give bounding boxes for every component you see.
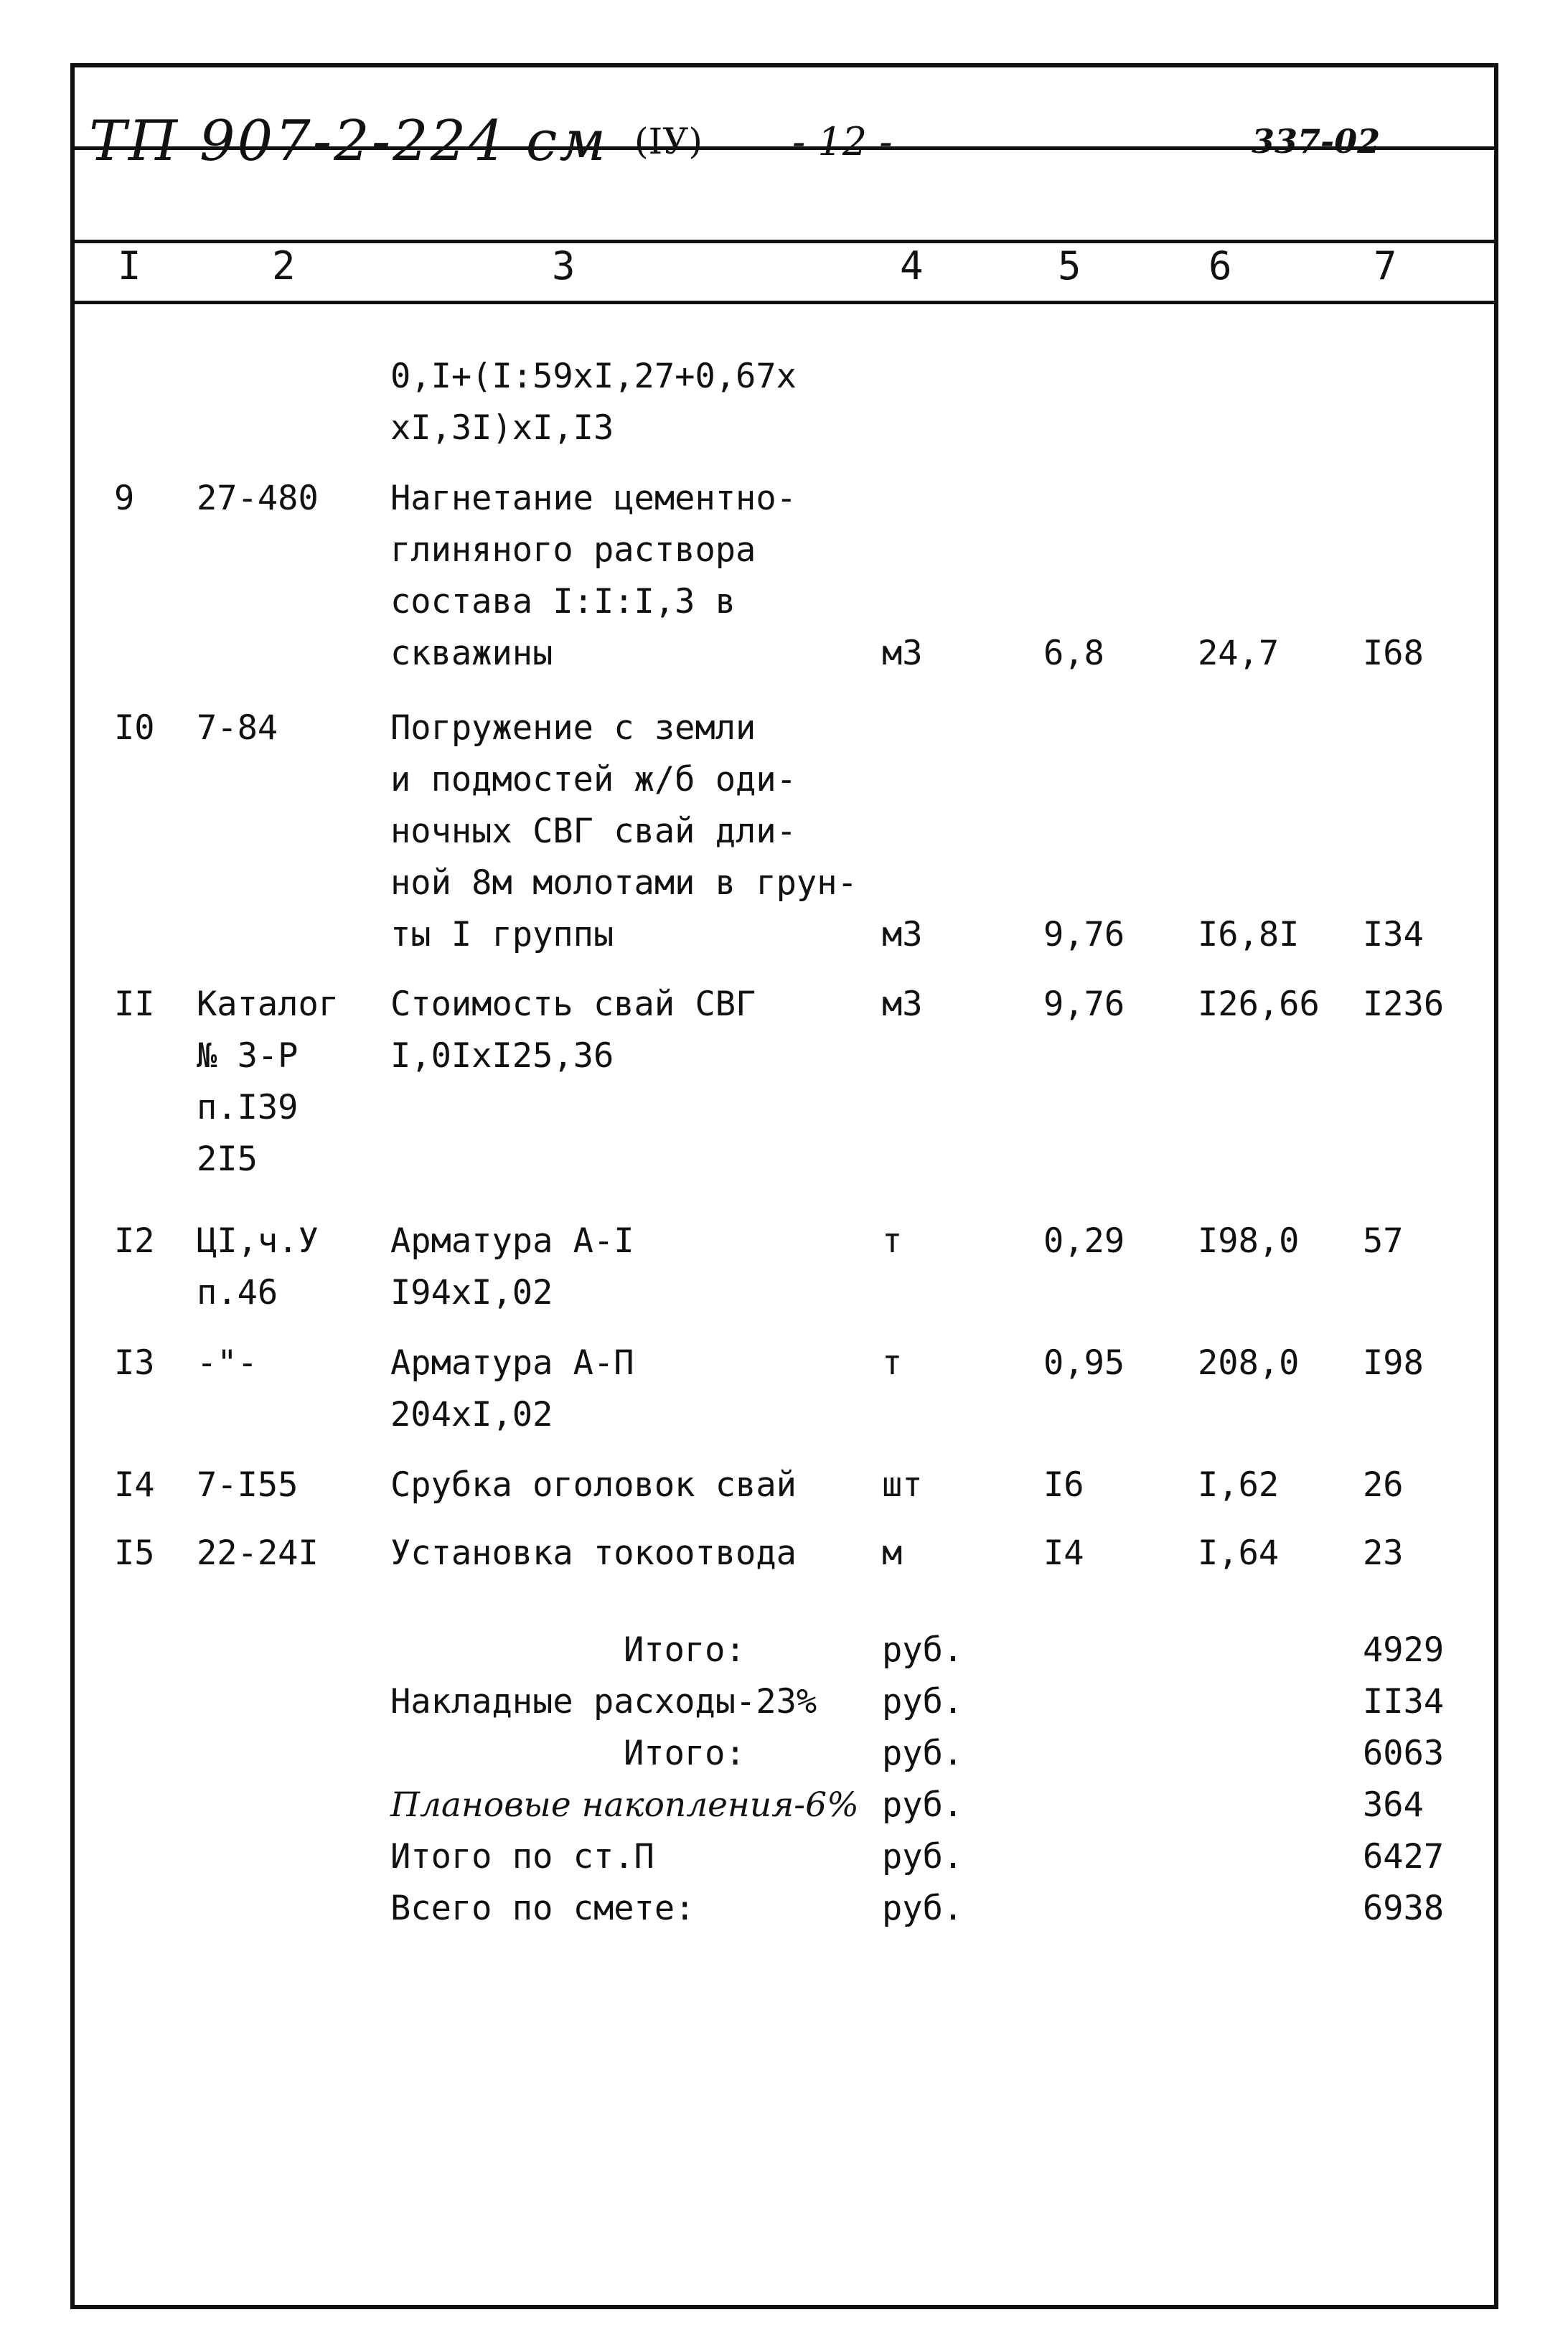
- row-total: I236: [1363, 985, 1445, 1024]
- row-unit: м: [882, 1533, 903, 1573]
- row-name: Арматура А-I I94xI,02: [390, 1221, 634, 1312]
- summary-label: Итого:: [624, 1734, 746, 1773]
- row-name: Погружение с земли и подмостей ж/б оди- ночных СВГ свай дли- ной 8м молотами в грун- ты I группы: [390, 708, 858, 954]
- row-price: I98,0: [1198, 1221, 1300, 1261]
- divider: [75, 301, 1494, 304]
- summary-label: Накладные расходы-23%: [390, 1682, 817, 1721]
- summary-label: Всего по смете:: [390, 1889, 695, 1928]
- row-total: I34: [1363, 915, 1424, 954]
- column-number-5: 5: [1058, 243, 1081, 288]
- row-number: II: [114, 985, 155, 1024]
- row-price: I26,66: [1198, 985, 1320, 1024]
- row-code: Каталог № 3-Р п.I39 2I5: [197, 985, 339, 1179]
- row-name: Срубка оголовок свай: [390, 1465, 797, 1505]
- column-number-2: 2: [272, 243, 296, 288]
- summary-unit: руб.: [882, 1682, 964, 1721]
- column-number-4: 4: [900, 243, 924, 288]
- row-number: I2: [114, 1221, 155, 1261]
- row-number: I5: [114, 1533, 155, 1573]
- document-number: 337-02: [1252, 122, 1381, 161]
- row-quantity: I4: [1043, 1533, 1084, 1573]
- summary-unit: руб.: [882, 1734, 964, 1773]
- row-name: Стоимость свай СВГ I,0IxI25,36: [390, 985, 756, 1076]
- summary-value: 6063: [1363, 1734, 1445, 1773]
- row-quantity: 0,95: [1043, 1343, 1125, 1383]
- row-total: I98: [1363, 1343, 1424, 1383]
- row-name: Арматура А-П 204xI,02: [390, 1343, 634, 1434]
- row-number: 9: [114, 479, 135, 518]
- row-quantity: 9,76: [1043, 915, 1125, 954]
- row-unit: м3: [882, 985, 923, 1024]
- row-code: -"-: [197, 1343, 258, 1383]
- document-frame: [70, 63, 1498, 2309]
- column-number-7: 7: [1374, 243, 1397, 288]
- column-number-3: 3: [552, 243, 576, 288]
- row-unit: шт: [882, 1465, 923, 1505]
- row-total: 57: [1363, 1221, 1404, 1261]
- row-name: 0,I+(I:59xI,27+0,67x xI,3I)xI,I3: [390, 357, 797, 448]
- row-price: I,64: [1198, 1533, 1280, 1573]
- row-price: I,62: [1198, 1465, 1280, 1505]
- row-name: Нагнетание цементно- глиняного раствора состава I:I:I,3 в скважины: [390, 479, 797, 673]
- row-quantity: 0,29: [1043, 1221, 1125, 1261]
- row-name: Установка токоотвода: [390, 1533, 797, 1573]
- row-quantity: 9,76: [1043, 985, 1125, 1024]
- summary-value: 6938: [1363, 1889, 1445, 1928]
- row-code: ЦI,ч.У п.46: [197, 1221, 319, 1312]
- document-part: (IУ): [634, 121, 703, 162]
- summary-unit: руб.: [882, 1837, 964, 1876]
- row-total: 26: [1363, 1465, 1404, 1505]
- row-total: I68: [1363, 634, 1424, 673]
- row-unit: т: [882, 1221, 903, 1261]
- summary-label: Итого:: [624, 1630, 746, 1670]
- row-quantity: I6: [1043, 1465, 1084, 1505]
- summary-unit: руб.: [882, 1889, 964, 1928]
- row-price: 24,7: [1198, 634, 1280, 673]
- summary-value: II34: [1363, 1682, 1445, 1721]
- row-total: 23: [1363, 1533, 1404, 1573]
- summary-unit: руб.: [882, 1785, 964, 1825]
- row-unit: м3: [882, 634, 923, 673]
- row-number: I0: [114, 708, 155, 748]
- row-number: I3: [114, 1343, 155, 1383]
- row-unit: т: [882, 1343, 903, 1383]
- summary-label: Плановые накопления-6%: [390, 1785, 859, 1825]
- row-code: 7-I55: [197, 1465, 299, 1505]
- row-code: 7-84: [197, 708, 278, 748]
- column-number-1: I: [118, 243, 141, 288]
- document-code: ТП 907-2-224 см: [89, 109, 609, 174]
- page-number: - 12 -: [792, 118, 893, 164]
- row-unit: м3: [882, 915, 923, 954]
- divider: [75, 146, 1494, 150]
- row-price: 208,0: [1198, 1343, 1300, 1383]
- row-number: I4: [114, 1465, 155, 1505]
- summary-value: 6427: [1363, 1837, 1445, 1876]
- row-price: I6,8I: [1198, 915, 1300, 954]
- summary-value: 364: [1363, 1785, 1424, 1825]
- row-code: 27-480: [197, 479, 319, 518]
- row-code: 22-24I: [197, 1533, 319, 1573]
- row-quantity: 6,8: [1043, 634, 1104, 673]
- column-number-6: 6: [1208, 243, 1232, 288]
- summary-label: Итого по ст.П: [390, 1837, 654, 1876]
- summary-unit: руб.: [882, 1630, 964, 1670]
- summary-value: 4929: [1363, 1630, 1445, 1670]
